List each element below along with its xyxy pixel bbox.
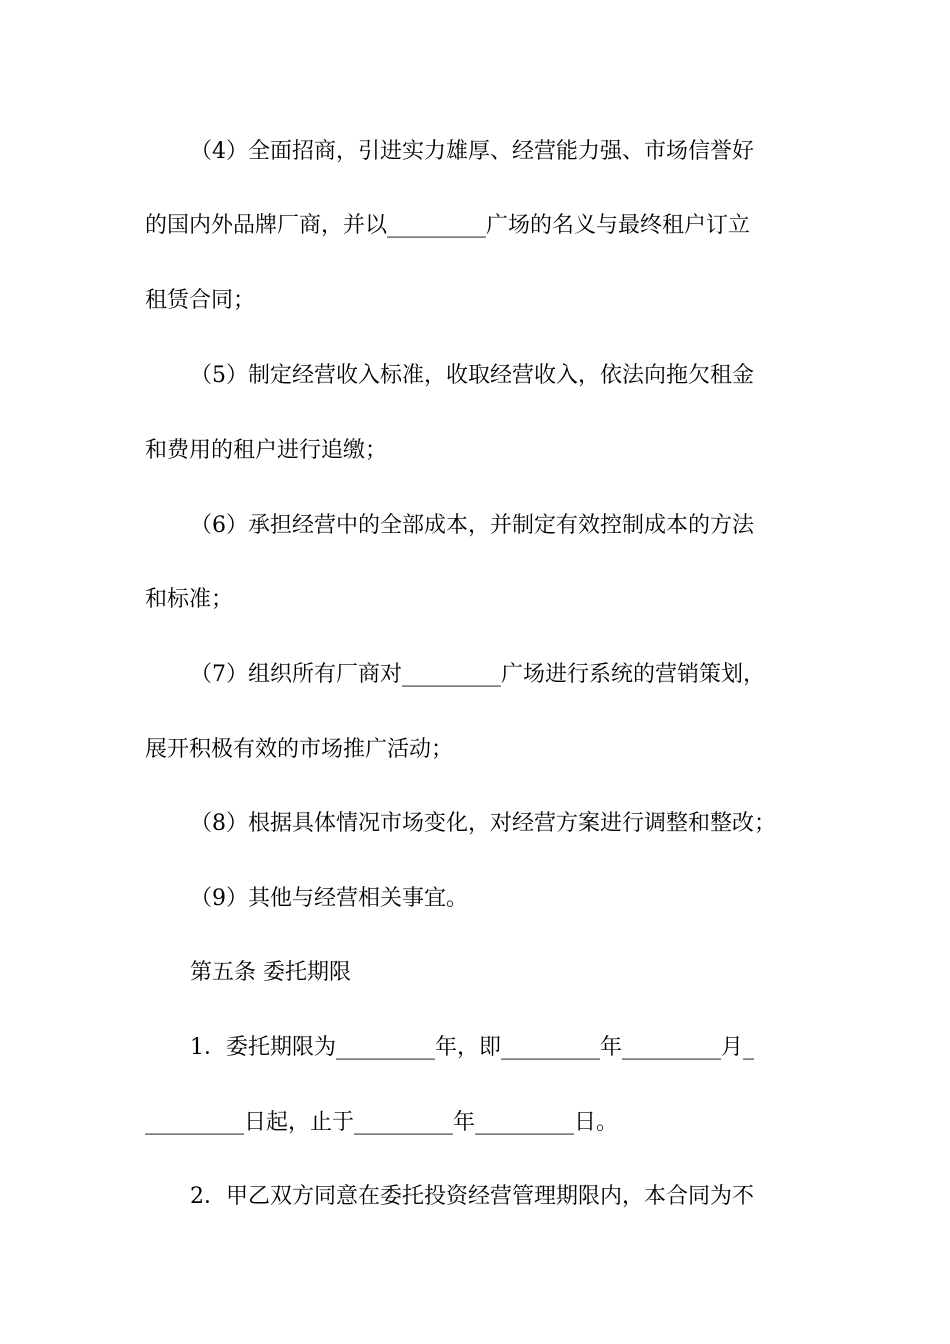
- clause-5-line-2: 和费用的租户进行追缴；: [145, 438, 388, 463]
- term-item-1-line-1: 1．委托期限为_________年，即_________年_________月_: [190, 1035, 754, 1060]
- clause-8-line-1: （8）根据具体情况市场变化，对经营方案进行调整和整改；: [190, 811, 776, 836]
- clause-9-line-1: （9）其他与经营相关事宜。: [190, 886, 468, 911]
- article-5-heading: 第五条 委托期限: [190, 960, 351, 985]
- clause-4-line-1: （4）全面招商，引进实力雄厚、经营能力强、市场信誉好: [190, 139, 754, 164]
- clause-6-line-1: （6）承担经营中的全部成本，并制定有效控制成本的方法: [190, 513, 754, 538]
- clause-7-line-1: （7）组织所有厂商对_________广场进行系统的营销策划，: [190, 662, 765, 687]
- term-item-1-line-2: _________日起，止于_________年_________日。: [145, 1110, 619, 1135]
- clause-4-line-2: 的国内外品牌厂商，并以_________广场的名义与最终租户订立: [145, 213, 751, 238]
- clause-4-line-3: 租赁合同；: [145, 288, 256, 313]
- clause-7-line-2: 展开积极有效的市场推广活动；: [145, 737, 454, 762]
- clause-5-line-1: （5）制定经营收入标准，收取经营收入，依法向拖欠租金: [190, 363, 754, 388]
- clause-6-line-2: 和标准；: [145, 587, 234, 612]
- term-item-2-line-1: 2．甲乙双方同意在委托投资经营管理期限内，本合同为不: [190, 1184, 754, 1209]
